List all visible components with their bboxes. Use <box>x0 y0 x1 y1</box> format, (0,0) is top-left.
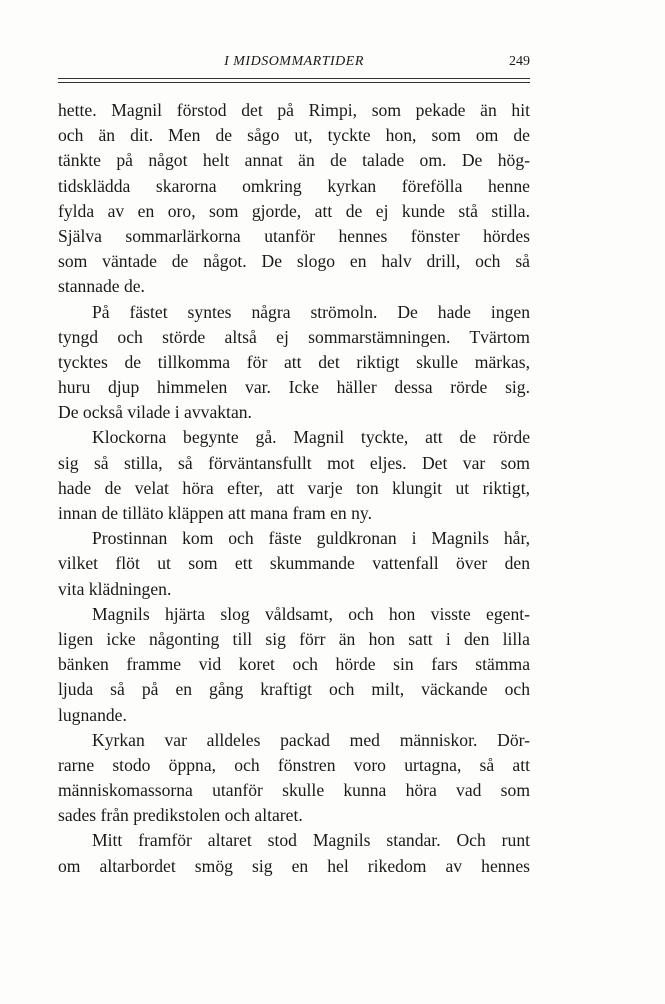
text-line: lugnande. <box>58 704 127 725</box>
text-line: ljuda så på en gång kraftigt och milt, väckande och <box>58 679 530 700</box>
text-line: vita klädningen. <box>58 578 172 599</box>
text-line: bänken framme vid koret och hörde sin fars stämma <box>58 654 530 675</box>
text-line: Mitt framför altaret stod Magnils standar. Och runt <box>92 830 530 851</box>
text-line: som väntade de något. De slogo en halv drill, och så <box>58 251 530 272</box>
text-line: människomassorna utanför skulle kunna höra vad som <box>58 780 530 801</box>
text-line: fylda av en oro, som gjorde, att de ej kunde stå stilla. <box>58 200 530 221</box>
text-line: Kyrkan var alldeles packad med människor. Dör- <box>92 729 530 750</box>
header-rule-bottom <box>58 82 530 83</box>
text-line: och än dit. Men de sågo ut, tyckte hon, som om de <box>58 125 530 146</box>
text-line: rarne stodo öppna, och fönstren voro urtagna, så att <box>58 754 530 775</box>
header-rule-top <box>58 78 530 79</box>
text-line: tidsklädda skarorna omkring kyrkan förefölla henne <box>58 175 530 196</box>
text-line: Prostinnan kom och fäste guldkronan i Magnils hår, <box>92 528 530 549</box>
text-line: hette. Magnil förstod det på Rimpi, som pekade än hit <box>58 100 530 120</box>
running-title: I MIDSOMMARTIDER <box>224 54 364 69</box>
page-number: 249 <box>509 54 530 69</box>
text-line: stannade de. <box>58 276 145 297</box>
text-line: sades från predikstolen och altaret. <box>58 805 303 826</box>
text-line: Själva sommarlärkorna utanför hennes fönster hördes <box>58 225 530 246</box>
text-line: om altarbordet smög sig en hel rikedom av hennes <box>58 855 530 876</box>
text-line: På fästet syntes några strömoln. De hade ingen <box>92 301 530 322</box>
body-text <box>58 98 530 879</box>
text-line: tänkte på något helt annat än de talade om. De hög- <box>58 150 530 171</box>
text-line: huru djup himmelen var. Icke häller dessa rörde sig. <box>58 377 530 398</box>
text-line: hade de velat höra efter, att varje ton klungit ut riktigt, <box>58 477 530 498</box>
text-line: Magnils hjärta slog våldsamt, och hon visste egent- <box>92 603 530 624</box>
text-line: innan de tilläto kläppen att mana fram en ny. <box>58 503 372 523</box>
text-line: Klockorna begynte gå. Magnil tyckte, att de rörde <box>92 427 530 448</box>
running-head <box>58 54 530 74</box>
text-line: sig så stilla, så förväntansfullt mot eljes. Det var som <box>58 452 530 473</box>
text-line: tycktes de tillkomma för att det riktigt skulle märkas, <box>58 351 530 372</box>
text-line: De också vilade i avvaktan. <box>58 402 252 423</box>
text-line: tyngd och störde altså ej sommarstämningen. Tvärtom <box>58 326 530 347</box>
text-line: ligen icke någonting till sig förr än hon satt i den lilla <box>58 628 530 649</box>
text-line: vilket flöt ut som ett skummande vattenfall över den <box>58 553 530 574</box>
